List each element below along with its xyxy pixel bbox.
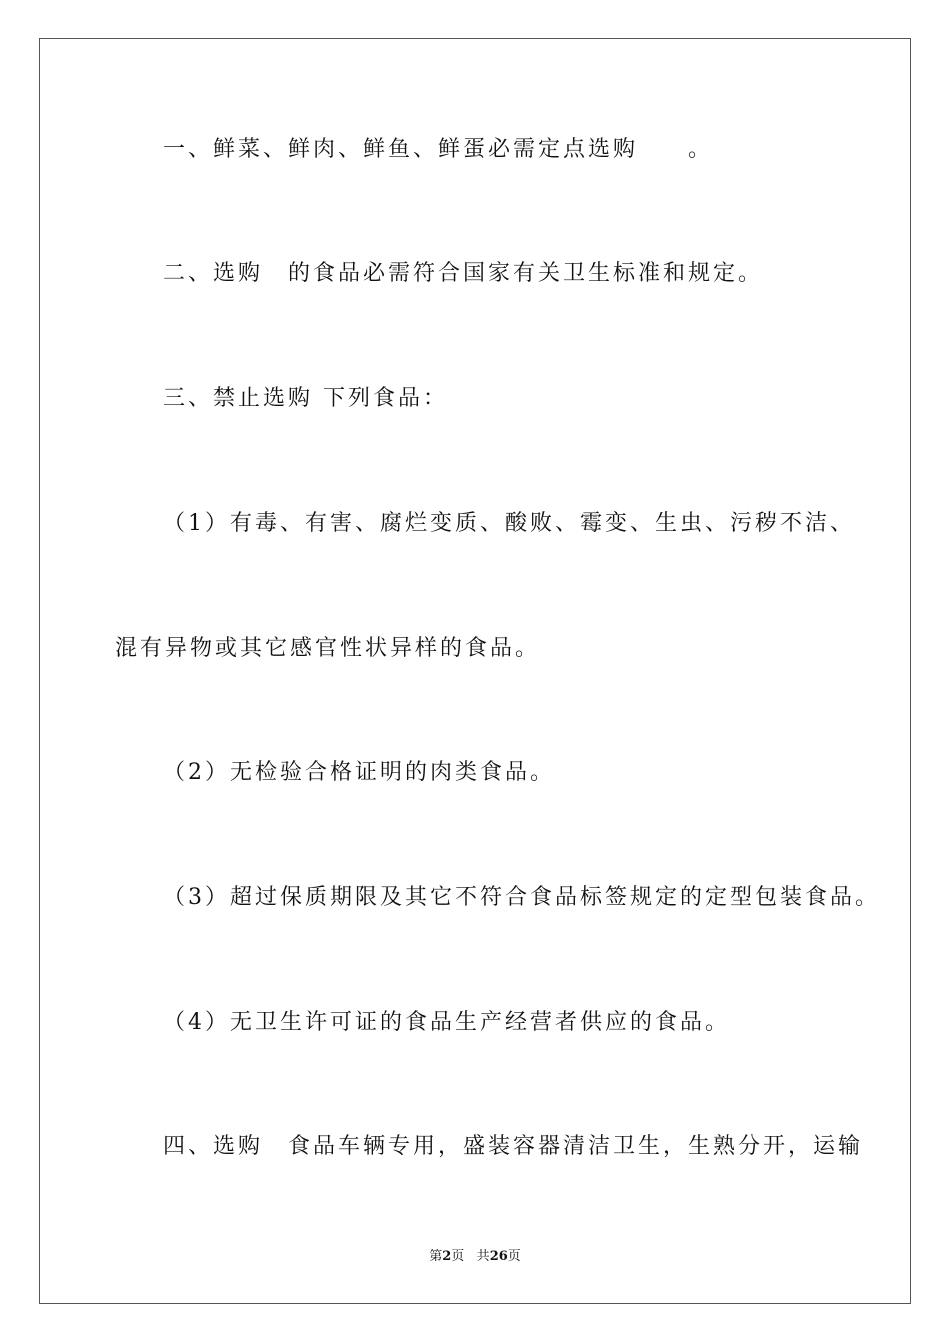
footer-total-pages: 26 xyxy=(489,1249,508,1264)
paragraph-3: 三、禁止选购 下列食品： xyxy=(163,386,448,411)
paragraph-4-line-1: （1）有毒、有害、腐烂变质、酸败、霉变、生虫、污秽不洁、 xyxy=(163,511,855,536)
footer-total-suffix: 页 xyxy=(507,1249,521,1264)
footer-page-number: 2 xyxy=(442,1249,452,1264)
paragraph-1: 一、鲜菜、鲜肉、鲜鱼、鲜蛋必需定点选购 。 xyxy=(163,137,714,162)
paragraph-7: （4）无卫生许可证的食品生产经营者供应的食品。 xyxy=(163,1010,730,1035)
footer-page-suffix: 页 xyxy=(451,1249,465,1264)
paragraph-5: （2）无检验合格证明的肉类食品。 xyxy=(163,760,555,785)
page-border xyxy=(39,38,911,1304)
footer-page-prefix: 第 xyxy=(429,1249,443,1264)
paragraph-2: 二、选购 的食品必需符合国家有关卫生标准和规定。 xyxy=(163,261,764,286)
footer-total-prefix: 共 xyxy=(476,1249,490,1264)
paragraph-8: 四、选购 食品车辆专用，盛装容器清洁卫生，生熟分开，运输 xyxy=(163,1134,864,1159)
paragraph-4-line-2: 混有异物或其它感官性状异样的食品。 xyxy=(115,636,541,661)
paragraph-6: （3）超过保质期限及其它不符合食品标签规定的定型包装食品。 xyxy=(163,885,880,910)
page-footer xyxy=(0,1248,950,1266)
